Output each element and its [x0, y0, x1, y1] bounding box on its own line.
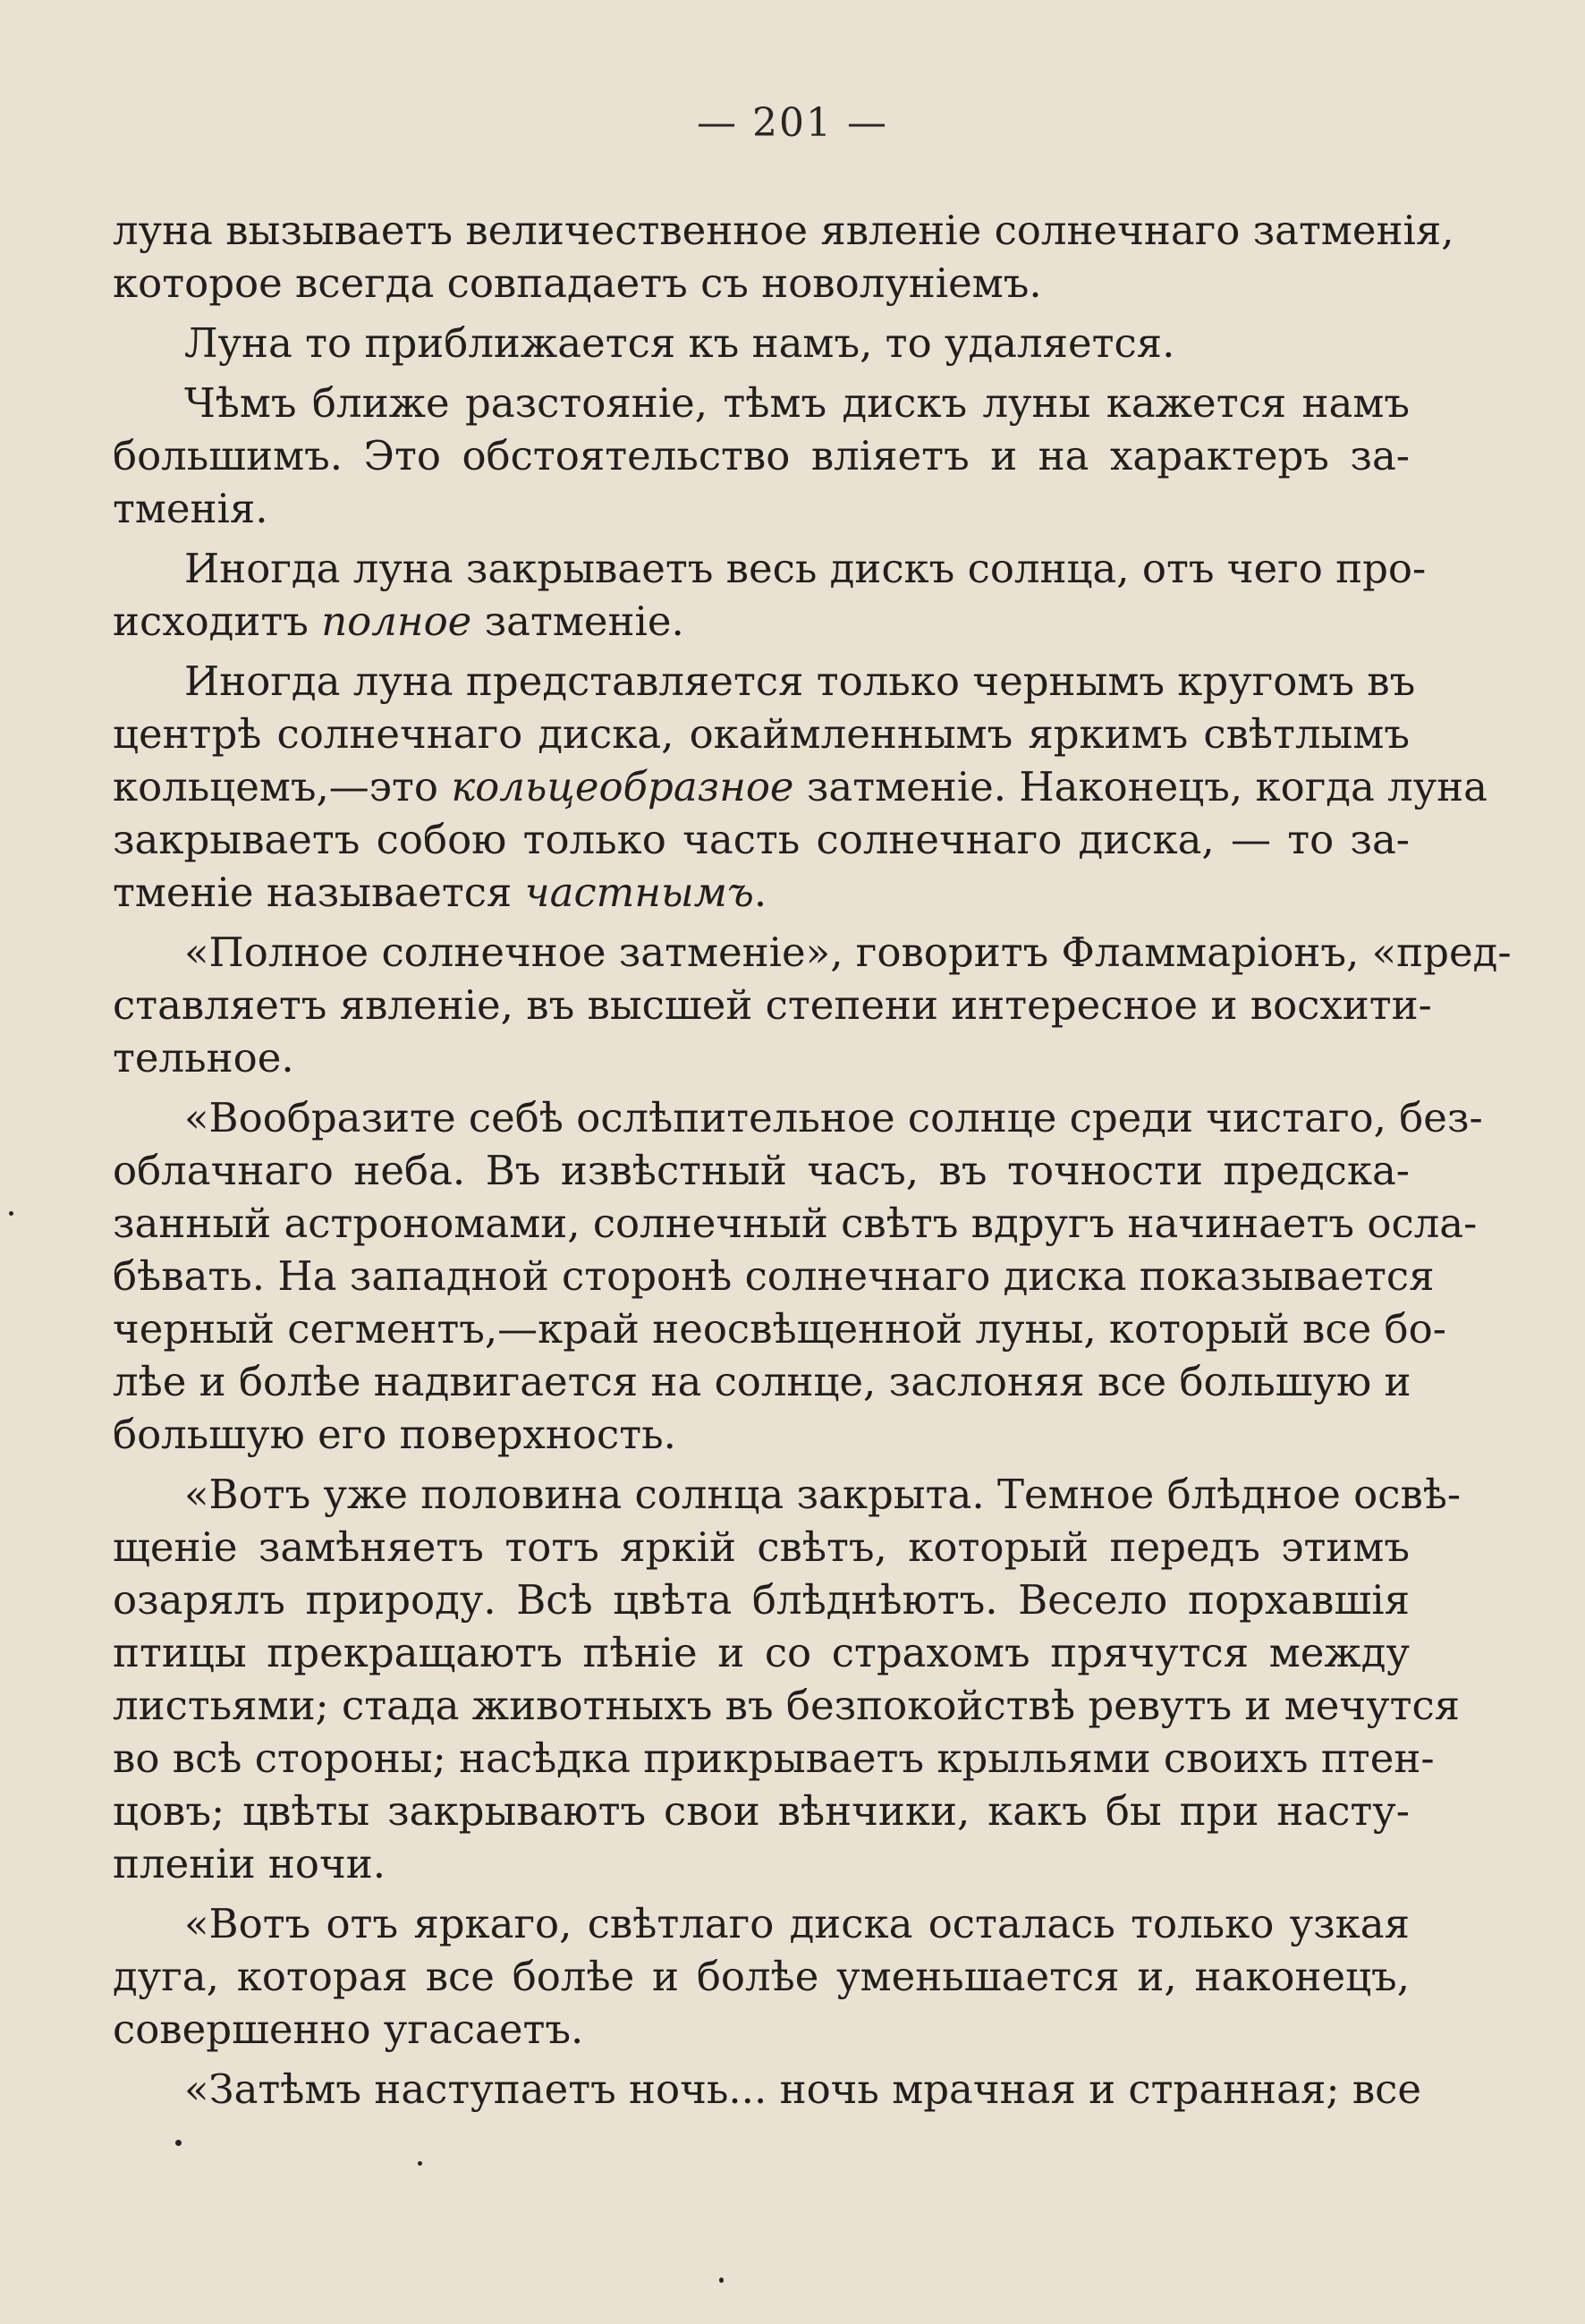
paragraph-gap	[113, 1890, 1410, 1897]
text-run: во всѣ стороны; насѣдка прикрываетъ крыльями своихъ птен-	[113, 1735, 1435, 1782]
paragraph-gap	[113, 535, 1410, 542]
text-line	[113, 1468, 1462, 1521]
text-run: затменіе.	[471, 598, 684, 645]
text-run: ставляетъ явленіе, въ высшей степени интересное и восхити-	[113, 981, 1432, 1029]
paragraph	[113, 542, 1427, 648]
print-speck	[719, 2277, 724, 2283]
text-line	[113, 2063, 1422, 2116]
text-run: «Вотъ уже половина солнца закрыта. Темное блѣдное освѣ-	[184, 1471, 1462, 1518]
text-line	[113, 866, 1410, 919]
text-line	[113, 708, 1410, 760]
paragraph	[113, 1091, 1483, 1461]
text-run: которое всегда совпадаетъ съ новолуніемъ.	[113, 259, 1042, 307]
paragraph-gap	[113, 1461, 1410, 1468]
text-line	[113, 1091, 1483, 1144]
text-run: луна вызываетъ величественное явленіе солнечнаго затменія,	[113, 207, 1454, 254]
text-run: Иногда луна представляется только чернымъ кругомъ въ	[184, 657, 1416, 705]
text-run: «Полное солнечное затменіе», говоритъ Фламмаріонъ, «пред-	[184, 929, 1512, 976]
paragraph	[113, 2063, 1422, 2116]
italic-term: кольцеобразное	[451, 763, 794, 810]
text-run: исходитъ	[113, 598, 322, 645]
text-run: Иногда луна закрываетъ весь дискъ солнца, отъ чего про-	[184, 545, 1427, 592]
text-line	[113, 760, 1488, 813]
text-line	[113, 1573, 1410, 1626]
text-run: «Затѣмъ наступаетъ ночь... ночь мрачная и странная; все	[184, 2065, 1422, 2113]
paragraph	[113, 1468, 1462, 1890]
paragraph-gap	[113, 310, 1410, 317]
print-speck	[175, 2140, 182, 2146]
italic-term: частнымъ	[524, 869, 754, 916]
text-run: тменіе называется	[113, 869, 525, 916]
text-line	[113, 377, 1410, 429]
italic-term: полное	[321, 598, 472, 645]
text-line	[113, 204, 1454, 257]
text-line	[113, 1897, 1410, 1950]
text-run: дуга, которая все болѣе и болѣе уменьшается и, наконецъ,	[113, 1953, 1410, 2000]
text-run: черный сегментъ,—край неосвѣщенной луны, который все бо-	[113, 1305, 1446, 1353]
paragraph-gap	[113, 2056, 1410, 2063]
text-run: затменіе. Наконецъ, когда луна	[793, 763, 1488, 810]
text-run: птицы прекращаютъ пѣніе и со страхомъ прячутся между	[113, 1629, 1410, 1676]
text-run: пленіи ночи.	[113, 1840, 386, 1887]
text-run: центрѣ солнечнаго диска, окаймленнымъ яркимъ свѣтлымъ	[113, 710, 1410, 758]
text-run: большимъ. Это обстоятельство вліяетъ и на характеръ за-	[113, 432, 1410, 479]
text-run: «Вообразите себѣ ослѣпительное солнце среди чистаго, без-	[184, 1094, 1483, 1141]
text-line	[113, 595, 1410, 648]
paragraph-gap	[113, 369, 1410, 377]
text-line	[113, 1355, 1410, 1408]
text-line	[113, 655, 1416, 708]
text-run: Чѣмъ ближе разстояніе, тѣмъ дискъ луны кажется намъ	[184, 379, 1410, 427]
text-run: большую его поверхность.	[113, 1411, 676, 1458]
paragraph-gap	[113, 919, 1410, 926]
text-run: закрываетъ собою только часть солнечнаго диска, — то за-	[113, 816, 1410, 863]
paragraph	[113, 204, 1454, 310]
text-run: бѣвать. На западной сторонѣ солнечнаго диска показывается	[113, 1252, 1435, 1300]
text-line	[113, 1837, 1410, 1890]
text-line	[113, 1144, 1410, 1197]
paragraph	[113, 1897, 1410, 2056]
text-line	[113, 1250, 1435, 1302]
text-line	[113, 542, 1427, 595]
text-line	[113, 1679, 1461, 1732]
paragraph-gap	[113, 648, 1410, 655]
paragraph-gap	[113, 1084, 1410, 1091]
body-text	[113, 204, 1512, 2116]
text-run: лѣе и болѣе надвигается на солнце, заслоняя все большую и	[113, 1358, 1411, 1405]
text-line	[113, 429, 1410, 482]
paragraph	[113, 655, 1488, 919]
paragraph	[113, 317, 1410, 369]
paragraph	[113, 926, 1512, 1084]
paragraph	[113, 377, 1410, 535]
text-line	[113, 317, 1410, 369]
print-speck	[418, 2161, 422, 2166]
text-line	[113, 1197, 1478, 1250]
text-run: кольцемъ,—это	[113, 763, 452, 810]
text-line	[113, 1521, 1410, 1573]
text-run: .	[753, 869, 767, 916]
text-run: облачнаго неба. Въ извѣстный часъ, въ точности предска-	[113, 1147, 1410, 1194]
text-line	[113, 1785, 1410, 1837]
text-line	[113, 979, 1432, 1031]
text-line	[113, 1732, 1435, 1785]
text-line	[113, 926, 1512, 979]
print-speck	[9, 1211, 13, 1216]
text-line	[113, 2003, 1410, 2056]
text-line	[113, 1950, 1410, 2003]
text-line	[113, 1302, 1446, 1355]
text-run: тельное.	[113, 1034, 294, 1081]
text-run: тменія.	[113, 485, 268, 532]
text-run: щеніе замѣняетъ тотъ яркій свѣтъ, который передъ этимъ	[113, 1523, 1410, 1571]
text-line	[113, 1031, 1410, 1084]
text-run: озарялъ природу. Всѣ цвѣта блѣднѣютъ. Весело порхавшія	[113, 1576, 1410, 1624]
text-run: совершенно угасаетъ.	[113, 2006, 584, 2053]
text-line	[113, 813, 1410, 866]
text-run: занный астрономами, солнечный свѣтъ вдругъ начинаетъ осла-	[113, 1200, 1478, 1247]
text-line	[113, 482, 1410, 535]
text-run: Луна то приближается къ намъ, то удаляется.	[184, 319, 1175, 367]
text-run: «Вотъ отъ яркаго, свѣтлаго диска осталась только узкая	[184, 1900, 1410, 1947]
page-number: — 201 —	[697, 100, 888, 146]
text-line	[113, 257, 1410, 310]
text-run: цовъ; цвѣты закрываютъ свои вѣнчики, какъ бы при насту-	[113, 1787, 1410, 1835]
text-line	[113, 1626, 1410, 1679]
text-run: листьями; стада животныхъ въ безпокойствѣ ревутъ и мечутся	[113, 1682, 1461, 1729]
text-line	[113, 1408, 1410, 1461]
